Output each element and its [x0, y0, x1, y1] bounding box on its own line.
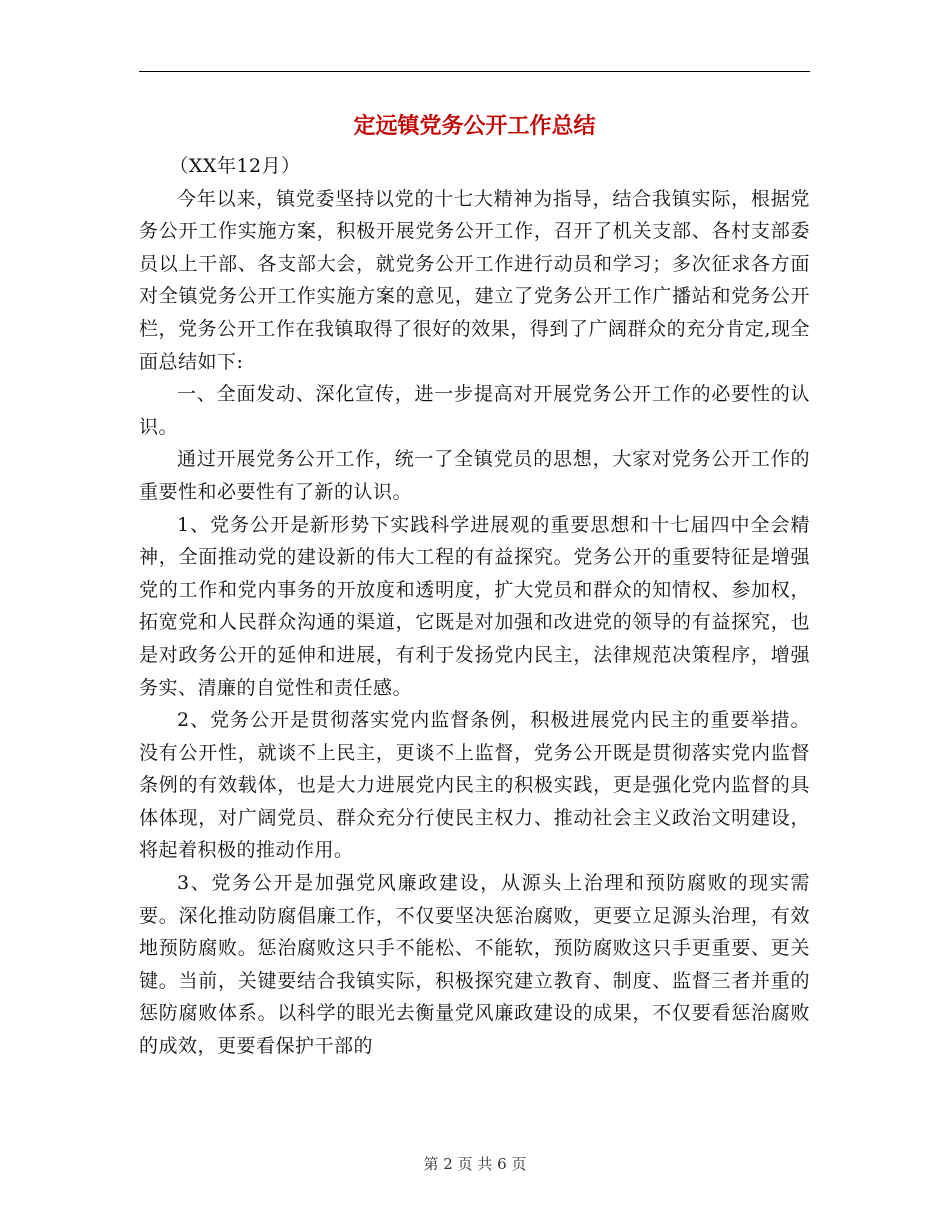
paragraph-section-heading: 一、全面发动、深化宣传，进一步提高对开展党务公开工作的必要性的认识。	[139, 383, 810, 438]
header-rule	[139, 71, 810, 72]
paragraph-point-3: 3、党务公开是加强党风廉政建设，从源头上治理和预防腐败的现实需要。深化推动防腐倡廉工作，不仅要坚决惩治腐败，更要立足源头治理，有效地预防腐败。惩治腐败这只手不能松、不能软，预防腐败这只手更重要、更关键。当前，关键要结合我镇实际，积极探究建立教育、制度、监督三者并重的惩防腐败体系。以科学的眼光去衡量党风廉政建设的成果，不仅要看惩治腐败的成效，更要看保护干部的	[139, 872, 810, 1058]
paragraph-summary: 通过开展党务公开工作，统一了全镇党员的思想，大家对党务公开工作的重要性和必要性有了新的认识。	[139, 448, 810, 503]
paragraph-point-1: 1、党务公开是新形势下实践科学进展观的重要思想和十七届四中全会精神，全面推动党的建设新的伟大工程的有益探究。党务公开的重要特征是增强党的工作和党内事务的开放度和透明度，扩大党员和群众的知情权、参加权，拓宽党和人民群众沟通的渠道，它既是对加强和改进党的领导的有益探究，也是对政务公开的延伸和进展，有利于发扬党内民主，法律规范决策程序，增强务实、清廉的自觉性和责任感。	[139, 513, 810, 699]
document-date: （XX年12月）	[169, 155, 301, 177]
document-title: 定远镇党务公开工作总结	[353, 113, 596, 139]
document-body	[139, 150, 810, 1063]
page-number: 第 2 页 共 6 页	[423, 1155, 527, 1173]
paragraph-point-2: 2、党务公开是贯彻落实党内监督条例，积极进展党内民主的重要举措。没有公开性，就谈不上民主，更谈不上监督，党务公开既是贯彻落实党内监督条例的有效载体，也是大力进展党内民主的积极实践，更是强化党内监督的具体体现，对广阔党员、群众充分行使民主权力、推动社会主义政治文明建设，将起着积极的推动作用。	[139, 709, 810, 862]
paragraph-intro: 今年以来，镇党委坚持以党的十七大精神为指导，结合我镇实际，根据党务公开工作实施方案，积极开展党务公开工作，召开了机关支部、各村支部委员以上干部、各支部大会，就党务公开工作进行动员和学习；多次征求各方面对全镇党务公开工作实施方案的意见，建立了党务公开工作广播站和党务公开栏，党务公开工作在我镇取得了很好的效果，得到了广阔群众的充分肯定,现全面总结如下:	[139, 187, 810, 373]
